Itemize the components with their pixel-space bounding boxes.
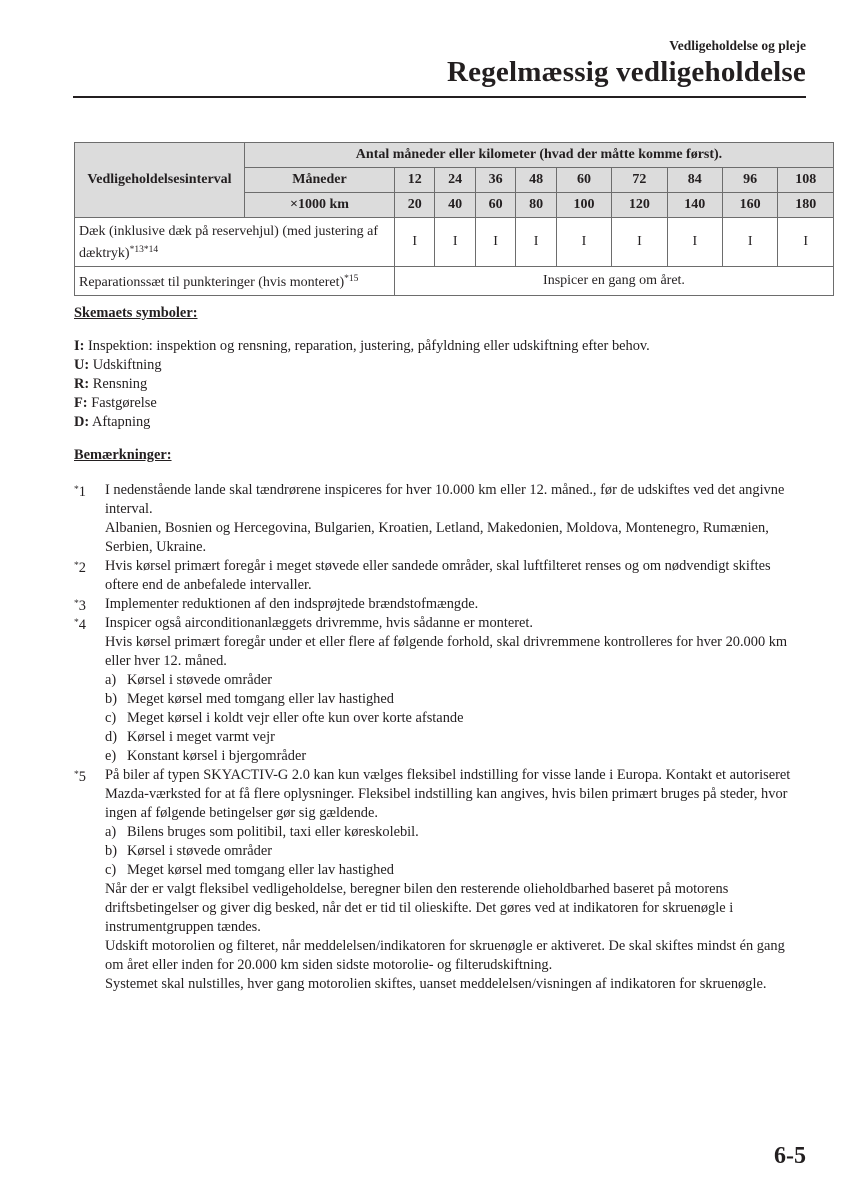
table-row xyxy=(75,218,834,267)
months-label-cell: Måneder xyxy=(245,168,395,193)
month-cell: 24 xyxy=(435,168,475,193)
km-cell: 100 xyxy=(556,193,611,218)
note-subitem xyxy=(105,842,804,861)
subitem-text: Kørsel i støvede områder xyxy=(127,843,273,859)
subitem-letter: c) xyxy=(105,710,117,726)
footnote-asterisk: * xyxy=(74,770,79,780)
month-cell: 108 xyxy=(778,168,834,193)
note-subitem xyxy=(105,823,804,842)
interval-label-cell: Vedligeholdelsesinterval xyxy=(75,143,245,218)
schedule-cell: I xyxy=(778,218,834,267)
symbol-text: Aftapning xyxy=(89,414,151,430)
symbol-item xyxy=(74,413,804,432)
month-cell: 12 xyxy=(395,168,435,193)
remarks-heading: Bemærkninger: xyxy=(74,447,172,463)
subitem-letter: b) xyxy=(105,843,117,859)
subitem-text: Bilens bruges som politibil, taxi eller køreskolebil. xyxy=(127,824,419,840)
note-mark: *5 xyxy=(74,769,86,785)
note-line: På biler af typen SKYACTIV-G 2.0 kan kun vælges fleksibel indstilling for visse lande i Europa. Kontakt et autoriseret Mazda-værksted for at få flere oplysninger. Fleksibel indstilling kan angives, hvis bilen primært bruges på steder, hvor ingen af følgende betingelser gør sig gældende. xyxy=(105,767,791,821)
km-cell: 160 xyxy=(722,193,777,218)
symbol-item xyxy=(74,375,804,394)
symbol-text: Udskiftning xyxy=(89,357,162,373)
symbol-text: Rensning xyxy=(89,376,148,392)
note-subitem xyxy=(105,728,804,747)
notes-list xyxy=(74,481,804,994)
row-label-cell xyxy=(75,267,395,296)
subitem-text: Meget kørsel med tomgang eller lav hastighed xyxy=(127,691,394,707)
note-item xyxy=(74,557,804,595)
subitem-letter: c) xyxy=(105,862,117,878)
schedule-cell: I xyxy=(475,218,515,267)
subitem-text: Meget kørsel med tomgang eller lav hastighed xyxy=(127,862,394,878)
subitem-letter: b) xyxy=(105,691,117,707)
km-cell: 60 xyxy=(475,193,515,218)
symbol-key: U: xyxy=(74,357,90,373)
maintenance-schedule-table xyxy=(74,142,834,296)
km-cell: 80 xyxy=(516,193,556,218)
footnote-asterisk: * xyxy=(74,485,79,495)
note-line: I nedenstående lande skal tændrørene inspiceres for hver 10.000 km eller 12. måned., før de udskiftes ved det angivne interval. xyxy=(105,482,785,517)
note-line: Hvis kørsel primært foregår under et eller flere af følgende forhold, skal drivremmene kontrolleres for hver 20.000 km eller hver 12. måned. xyxy=(105,634,788,669)
km-label-cell: ×1000 km xyxy=(245,193,395,218)
table-header-row xyxy=(75,143,834,168)
month-cell: 84 xyxy=(667,168,722,193)
row-label: Reparationssæt til punkteringer (hvis monteret) xyxy=(79,275,345,290)
footnote-asterisk: * xyxy=(74,618,79,628)
symbol-key: R: xyxy=(74,376,90,392)
note-subitem xyxy=(105,690,804,709)
schedule-cell: I xyxy=(722,218,777,267)
symbol-text: Inspektion: inspektion og rensning, reparation, justering, påfyldning eller udskiftning efter behov. xyxy=(84,338,650,354)
note-mark: *3 xyxy=(74,598,86,614)
symbol-item xyxy=(74,337,804,356)
month-cell: 72 xyxy=(612,168,667,193)
note-line: Albanien, Bosnien og Hercegovina, Bulgarien, Kroatien, Letland, Makedonien, Moldova, Montenegro, Rumænien, Serbien, Ukraine. xyxy=(105,520,769,555)
row-refs: *13*14 xyxy=(129,244,159,255)
note-line: Hvis kørsel primært foregår i meget støvede eller sandede områder, skal luftfilteret renses og om nødvendigt skiftes oftere end de anbefalede intervaller. xyxy=(105,558,771,593)
subitem-letter: a) xyxy=(105,672,117,688)
km-cell: 40 xyxy=(435,193,475,218)
footnote-asterisk: * xyxy=(74,599,79,609)
note-mark: *2 xyxy=(74,560,86,576)
table-row xyxy=(75,267,834,296)
subitem-text: Kørsel i støvede områder xyxy=(127,672,273,688)
month-cell: 60 xyxy=(556,168,611,193)
note-subitem xyxy=(105,861,804,880)
subitem-letter: a) xyxy=(105,824,117,840)
body-text xyxy=(74,304,804,994)
span-header-cell: Antal måneder eller kilometer (hvad der måtte komme først). xyxy=(245,143,834,168)
note-item xyxy=(74,595,804,614)
subitem-text: Meget kørsel i koldt vejr eller ofte kun over korte afstande xyxy=(127,710,464,726)
note-item xyxy=(74,481,804,557)
note-subitem xyxy=(105,747,804,766)
section-label: Vedligeholdelse og pleje xyxy=(669,38,806,53)
month-cell: 36 xyxy=(475,168,515,193)
page-number: 6-5 xyxy=(774,1143,806,1169)
symbols-list xyxy=(74,337,804,432)
subitem-letter: e) xyxy=(105,748,117,764)
km-cell: 180 xyxy=(778,193,834,218)
km-cell: 140 xyxy=(667,193,722,218)
symbol-item xyxy=(74,394,804,413)
note-line: Systemet skal nulstilles, hver gang motorolien skiftes, uanset meddelelsen/visningen af indikatoren for skruenøgle. xyxy=(105,976,767,992)
note-line: Inspicer også airconditionanlæggets drivremme, hvis sådanne er monteret. xyxy=(105,615,533,631)
month-cell: 96 xyxy=(722,168,777,193)
km-cell: 120 xyxy=(612,193,667,218)
subitem-text: Konstant kørsel i bjergområder xyxy=(127,748,307,764)
schedule-cell: I xyxy=(516,218,556,267)
note-mark: *4 xyxy=(74,617,86,633)
note-mark: *1 xyxy=(74,484,86,500)
symbols-heading: Skemaets symboler: xyxy=(74,305,198,321)
title-rule xyxy=(73,96,806,98)
note-subitem xyxy=(105,709,804,728)
schedule-cell: I xyxy=(612,218,667,267)
schedule-cell: I xyxy=(435,218,475,267)
symbol-key: D: xyxy=(74,414,90,430)
note-line: Implementer reduktionen af den indsprøjtede brændstofmængde. xyxy=(105,596,479,612)
schedule-cell: I xyxy=(667,218,722,267)
span-value-cell: Inspicer en gang om året. xyxy=(395,267,834,296)
symbol-key: F: xyxy=(74,395,88,411)
row-refs: *15 xyxy=(344,274,359,284)
note-line: Når der er valgt fleksibel vedligeholdelse, beregner bilen den resterende olieholdbarhed baseret på motorens driftsbetingelser og giver dig besked, når det er tid til olieskifte. Det gøres ved at indikatoren for skruenøgle i instrumentgruppen tændes. xyxy=(105,881,734,935)
note-subitem xyxy=(105,671,804,690)
schedule-cell: I xyxy=(395,218,435,267)
km-cell: 20 xyxy=(395,193,435,218)
note-line: Udskift motorolien og filteret, når meddelelsen/indikatoren for skruenøgle er aktiveret. De skal skiftes mindst én gang om året eller inden for 20.000 km siden sidste motorolie- og filterudskiftning. xyxy=(105,938,785,973)
row-label-cell xyxy=(75,218,395,267)
subitem-letter: d) xyxy=(105,729,117,745)
row-label: Dæk (inklusive dæk på reservehjul) (med justering af dæktryk) xyxy=(79,223,378,261)
symbol-key: I: xyxy=(74,338,85,354)
page-title: Regelmæssig vedligeholdelse xyxy=(446,56,806,88)
schedule-cell: I xyxy=(556,218,611,267)
footnote-asterisk: * xyxy=(74,561,79,571)
note-item xyxy=(74,614,804,766)
month-cell: 48 xyxy=(516,168,556,193)
note-item xyxy=(74,766,804,994)
subitem-text: Kørsel i meget varmt vejr xyxy=(127,729,275,745)
symbol-item xyxy=(74,356,804,375)
symbol-text: Fastgørelse xyxy=(87,395,157,411)
